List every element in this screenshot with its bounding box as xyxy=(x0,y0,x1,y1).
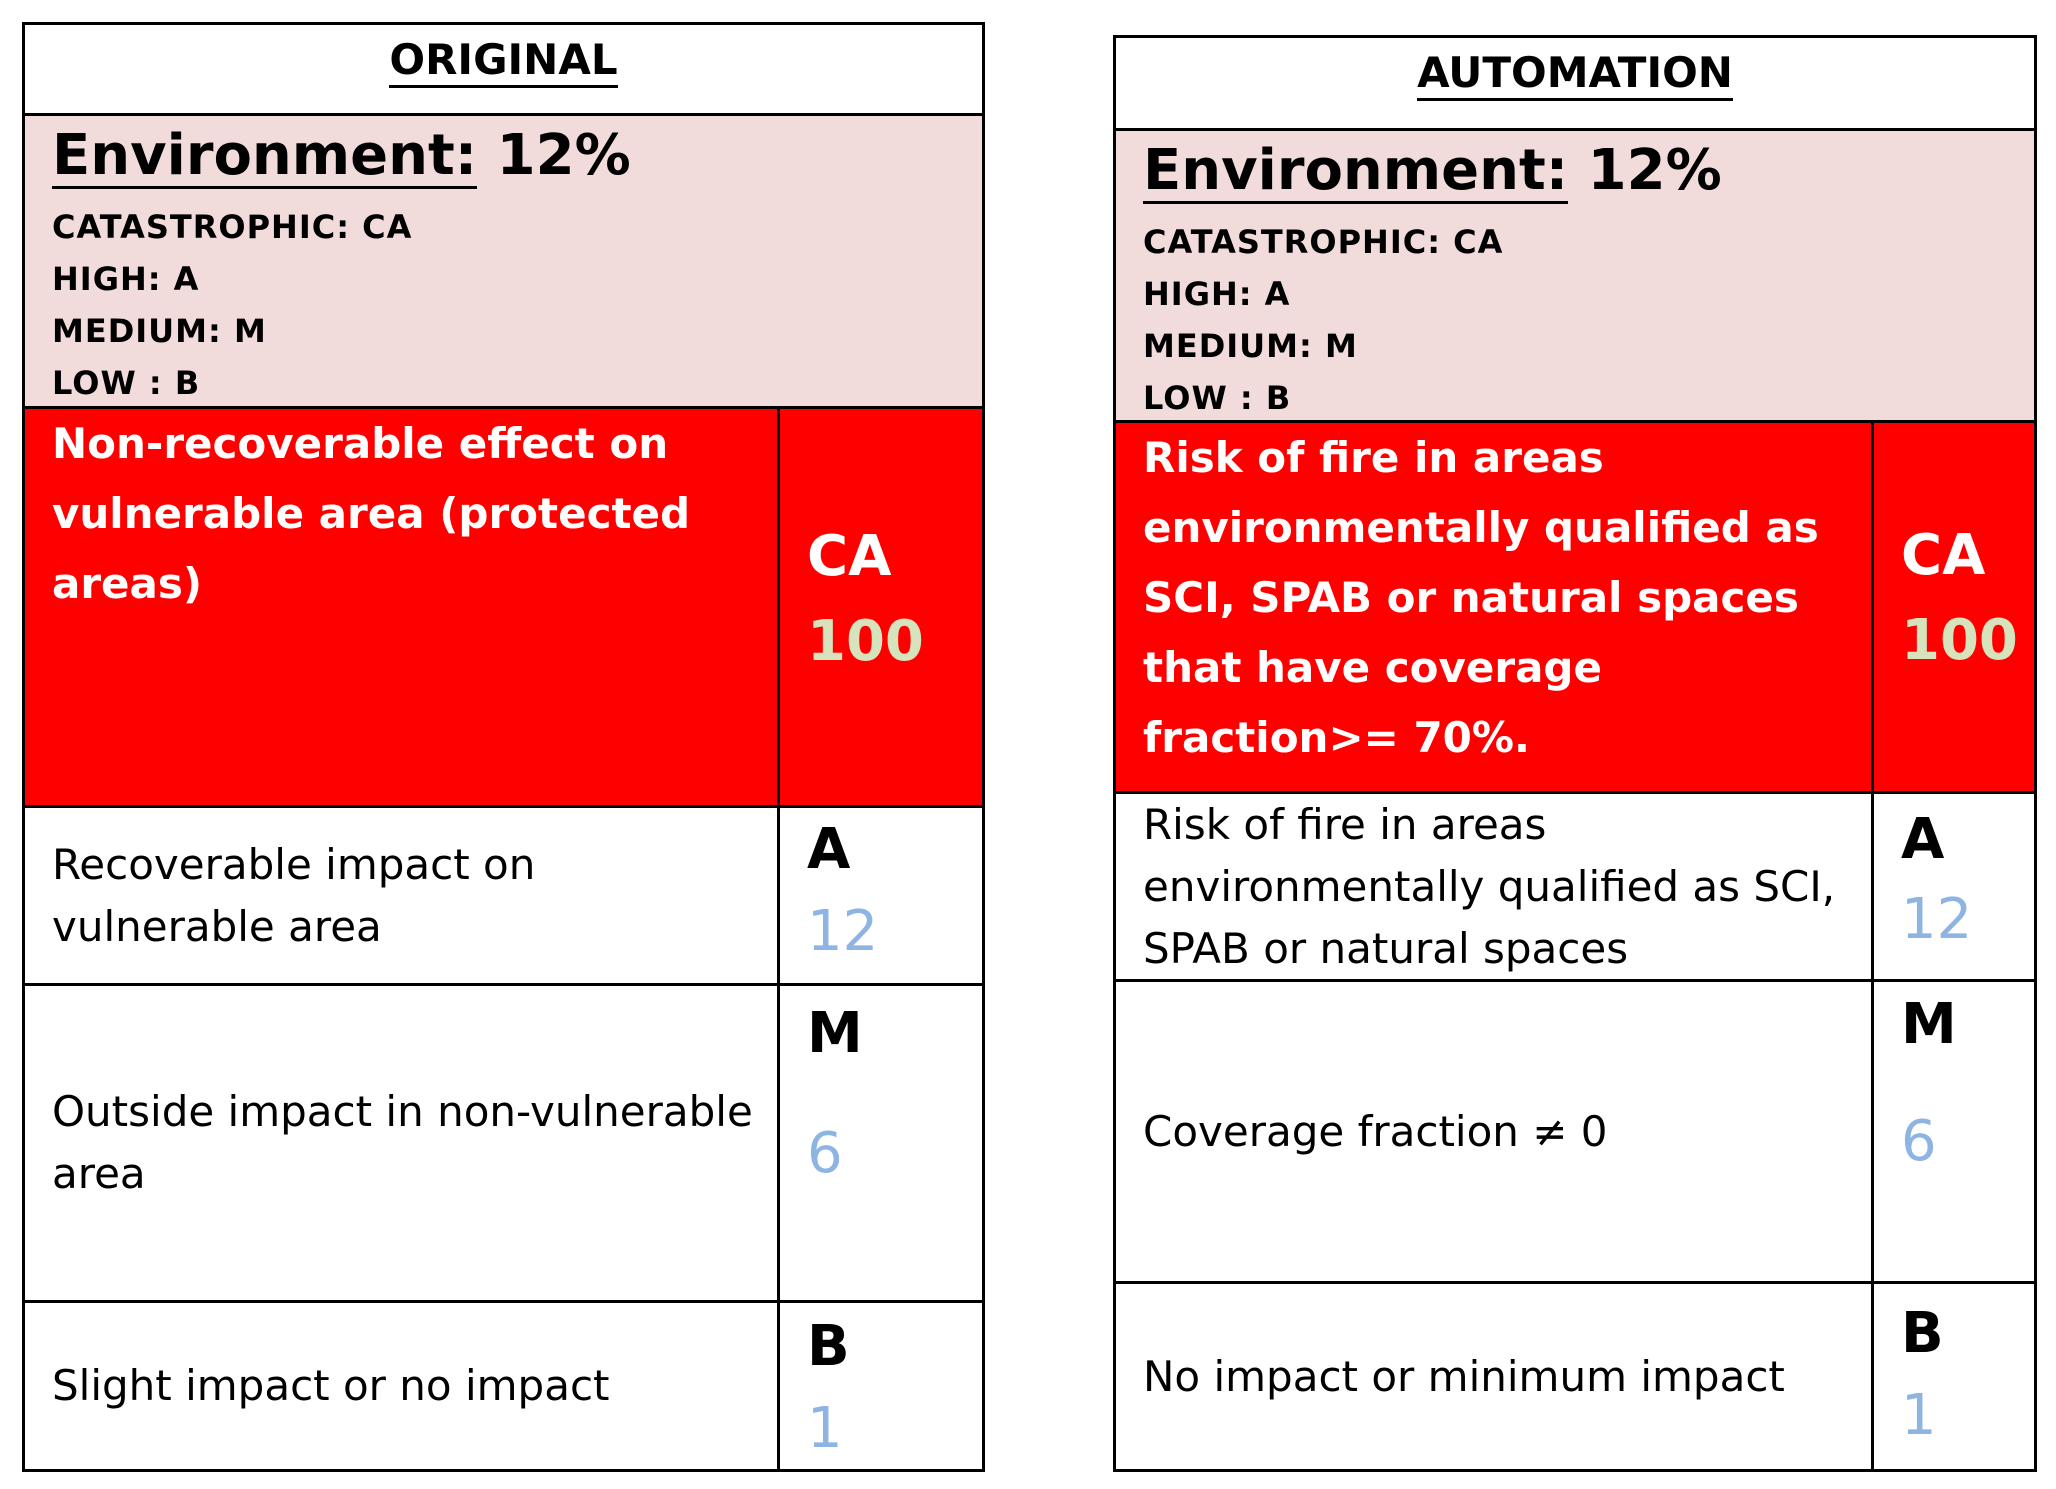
original-row-medium xyxy=(25,986,982,1303)
row-description: Recoverable impact on vulnerable area xyxy=(52,839,536,951)
automation-title: AUTOMATION xyxy=(1417,52,1733,101)
automation-environment-heading xyxy=(1143,138,2034,204)
legend-low: LOW : B xyxy=(1143,379,1292,417)
automation-level-legend xyxy=(1143,216,2034,424)
row-description: Risk of fire in areas environmentally qualified as SCI, SPAB or natural spaces xyxy=(1143,799,1836,973)
original-row-high xyxy=(25,808,982,986)
row-value: 100 xyxy=(807,609,924,674)
row-code: M xyxy=(1901,992,1957,1057)
legend-low: LOW : B xyxy=(52,364,201,402)
row-description-cell xyxy=(1116,794,1874,979)
row-description: Outside impact in non-vulnerable area xyxy=(52,1087,753,1198)
original-level-legend xyxy=(52,201,982,409)
automation-card xyxy=(1113,35,2037,1472)
legend-catastrophic: CATASTROPHIC: CA xyxy=(1143,223,1504,261)
automation-header xyxy=(1116,38,2034,131)
legend-catastrophic: CATASTROPHIC: CA xyxy=(52,208,413,246)
row-code: A xyxy=(1901,807,1945,872)
row-value: 100 xyxy=(1901,608,2018,673)
row-value: 12 xyxy=(1901,887,1973,952)
row-code: A xyxy=(807,817,851,882)
original-environment-heading xyxy=(52,123,982,189)
row-description-cell xyxy=(25,808,780,983)
row-value: 6 xyxy=(807,1121,843,1186)
row-code-cell xyxy=(1874,1284,2034,1469)
row-description-cell xyxy=(1116,1284,1874,1469)
row-description-cell xyxy=(25,1303,780,1469)
environment-value: 12% xyxy=(496,123,631,188)
environment-label: Environment: xyxy=(52,123,478,188)
row-description: Coverage fraction ≠ 0 xyxy=(1143,1106,1608,1156)
row-description: Risk of fire in areas environmentally qualified as SCI, SPAB or natural spaces that have coverage fraction>= 70%. xyxy=(1143,433,1819,762)
row-code-cell xyxy=(1874,423,2034,791)
row-description: No impact or minimum impact xyxy=(1143,1351,1785,1401)
row-value: 1 xyxy=(1901,1383,1937,1448)
original-title: ORIGINAL xyxy=(389,39,617,88)
row-code-cell xyxy=(780,409,982,805)
row-description-cell xyxy=(25,409,780,805)
original-card xyxy=(22,22,985,1472)
original-environment-panel xyxy=(25,116,982,409)
environment-value: 12% xyxy=(1587,138,1722,203)
legend-high: HIGH: A xyxy=(1143,275,1291,313)
environment-label: Environment: xyxy=(1143,138,1569,203)
automation-environment-panel xyxy=(1116,131,2034,423)
row-description-cell xyxy=(1116,982,1874,1281)
row-code: CA xyxy=(1901,523,1986,588)
original-row-catastrophic xyxy=(25,409,982,808)
row-value: 6 xyxy=(1901,1109,1937,1174)
row-code: M xyxy=(807,1001,863,1066)
row-code: B xyxy=(1901,1301,1944,1366)
automation-row-low xyxy=(1116,1284,2034,1469)
automation-row-catastrophic xyxy=(1116,423,2034,794)
automation-row-high xyxy=(1116,794,2034,982)
automation-row-medium xyxy=(1116,982,2034,1284)
row-value: 1 xyxy=(807,1396,843,1461)
legend-medium: MEDIUM: M xyxy=(52,312,267,350)
row-code-cell xyxy=(780,808,982,983)
row-code-cell xyxy=(780,1303,982,1469)
row-value: 12 xyxy=(807,899,879,964)
row-code-cell xyxy=(1874,982,2034,1281)
legend-medium: MEDIUM: M xyxy=(1143,327,1358,365)
row-description-cell xyxy=(25,986,780,1300)
original-row-low xyxy=(25,1303,982,1469)
row-description-cell xyxy=(1116,423,1874,791)
row-description: Slight impact or no impact xyxy=(52,1361,610,1410)
row-code: CA xyxy=(807,524,892,589)
row-description: Non-recoverable effect on vulnerable area (protected areas) xyxy=(52,419,691,608)
legend-high: HIGH: A xyxy=(52,260,200,298)
row-code-cell xyxy=(780,986,982,1300)
original-header xyxy=(25,25,982,116)
row-code: B xyxy=(807,1314,850,1379)
row-code-cell xyxy=(1874,794,2034,979)
